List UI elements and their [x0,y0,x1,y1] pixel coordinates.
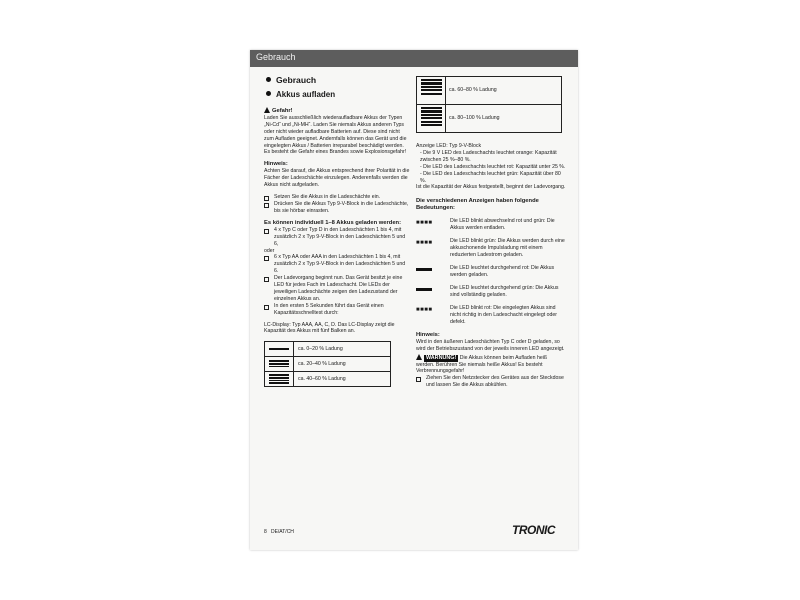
list-item: 4 x Typ C oder Typ D in den Ladeschächten 1 bis 4, mit zusätzlich 2 x Typ 9-V-Block in den Ladeschächten 5 und 6, [264,227,410,248]
checkbox-square-icon [264,305,269,310]
led-blink-icon: ■■■■ [416,240,433,247]
battery-bars-icon [269,374,289,384]
led-outro: Ist die Kapazität der Akkus festgestellt, beginnt der Ladevorgang. [416,184,566,191]
led-line: - Die LED des Ladeschachts leuchtet rot: Kapazität unter 25 %. [420,163,566,170]
manual-page [250,50,578,550]
note-text: Achten Sie darauf, die Akkus entsprechend ihrer Polarität in die Fächer der Ladeschächte einzulegen. Anderenfalls werden die Akkus nicht aufgeladen. [264,168,410,189]
checkbox-square-icon [264,229,269,234]
list-item: 6 x Typ AA oder AAA in den Ladeschächten 1 bis 4, mit zusätzlich 2 x Typ 9-V-Block in den Ladeschächten 5 und 6. [264,254,410,275]
danger-text: Laden Sie ausschließlich wiederaufladbare Akkus der Typen „Ni-Cd“ und „Ni-MH“. Laden Sie niemals Akkus anderen Typs oder nicht wieder aufladbare Batterien auf. Diese sind nicht zum Aufladen geeignet. Andernfalls können das Gerät und die eingelegten Akkus / Batterien irreparabel beschädigt werden. Es besteht die Gefahr eines Brandes sowie Explosionsgefahr! [264,114,407,156]
list-item: Ziehen Sie den Netzstecker des Gerätes aus der Steckdose und lassen Sie die Akkus abkühlen. [416,375,566,389]
warning-badge: WARNUNG! [426,354,457,361]
meanings-heading: Die verschiedenen Anzeigen haben folgende Bedeutungen: [416,198,539,212]
brand-logo: TRONIC [512,523,555,537]
left-column [264,75,410,387]
led-meaning-item: Die LED leuchtet durchgehend grün: Die Akkus sind vollständig geladen. [416,285,566,299]
checkbox-square-icon [264,203,269,208]
led-blink-icon: ■■■■ [416,307,433,314]
checkbox-square-icon [264,277,269,282]
note-heading: Hinweis: [264,161,288,168]
page-number: 8 [264,529,267,535]
list-item: In den ersten 5 Sekunden führt das Gerät einen Kapazitätsschnelltest durch: [264,303,410,317]
hint-heading: Hinweis: [416,331,440,338]
led-meaning-item: Die LED leuchtet durchgehend rot: Die Akkus werden geladen. [416,265,566,279]
led-blink-icon: ■■■■ [416,220,433,227]
lcd-level-row: ca. 0–20 % Ladung [265,342,390,357]
right-column [416,76,566,389]
heading-akkus-aufladen: Akkus aufladen [264,90,410,100]
lcd-level-row: ca. 40–60 % Ladung [265,372,390,386]
or-text: oder [264,247,275,254]
battery-bars-icon [269,359,289,368]
led-intro: Anzeige LED: Typ 9-V-Block [416,143,482,149]
list-item: Der Ladevorgang beginnt nun. Das Gerät besitzt je eine LED für jedes Fach im Ladeschacht. Die LEDs der jeweiligen Ladeschächte zeigen den Ladezustand der einzelnen Akkus an. [264,275,410,303]
lcd-level-row: ca. 20–40 % Ladung [265,357,390,372]
warning-paragraph: WARNUNG! Die Akkus können beim Aufladen heiß werden. Berühren Sie niemals heiße Akkus! Es besteht Verbrennungsgefahr! [416,354,548,375]
battery-bars-icon [269,344,289,351]
lcd-level-row: ca. 60–80 % Ladung [417,77,561,105]
list-item: Setzen Sie die Akkus in die Ladeschächte ein. [264,194,410,201]
led-meaning-item: ■■■■ Die LED blinkt rot: Die eingelegten Akkus sind nicht richtig in den Ladeschacht eingelegt oder defekt. [416,305,557,325]
battery-bars-icon [421,79,442,96]
lcd-level-table [264,341,391,387]
checkbox-square-icon [264,256,269,261]
led-solid-icon [416,268,432,271]
led-solid-icon [416,288,432,291]
led-meaning-item: ■■■■ Die LED blinkt abwechselnd rot und grün: Die Akkus werden entladen. [416,218,555,232]
heading-gebrauch: Gebrauch [264,75,410,85]
led-line: - Die LED des Ladeschachts leuchtet grün: Kapazität über 80 %. [420,170,561,184]
warning-triangle-icon [416,354,422,360]
capacity-heading: Es können individuell 1–8 Akkus geladen werden: [264,219,402,226]
section-header-title: Gebrauch [256,52,296,62]
led-line: - Die 9 V LED des Ladeschachts leuchtet orange: Kapazität zwischen 25 %–80 %. [420,149,557,163]
lcd-level-table-continued [416,76,562,133]
warning-triangle-icon [264,107,270,113]
danger-heading: Gefahr! [264,107,410,115]
bullet-dot-icon [266,91,271,96]
hint-text: Wird in den äußeren Ladeschächten Typ C oder D geladen, so wird der Betriebszustand von der jeweils inneren LED angezeigt. [416,338,565,352]
lcd-level-row: ca. 80–100 % Ladung [417,105,561,132]
checkbox-square-icon [416,377,421,382]
bullet-dot-icon [266,77,271,82]
locale-code: DE/AT/CH [270,529,294,535]
battery-bars-icon [421,107,442,127]
page-footer [264,529,294,535]
section-header-band [250,50,578,67]
lcd-description: LC-Display: Typ AAA, AA, C, D. Das LC-Display zeigt die Kapazität des Akkus mit fünf Balken an. [264,321,395,335]
list-item: Drücken Sie die Akkus Typ 9-V-Block in die Ladeschächte, bis sie hörbar einrasten. [264,201,410,215]
led-meaning-item: ■■■■ Die LED blinkt grün: Die Akkus werden durch eine akkuschonende Impulsladung mit einem reduzierten Ladestrom geladen. [416,238,565,259]
